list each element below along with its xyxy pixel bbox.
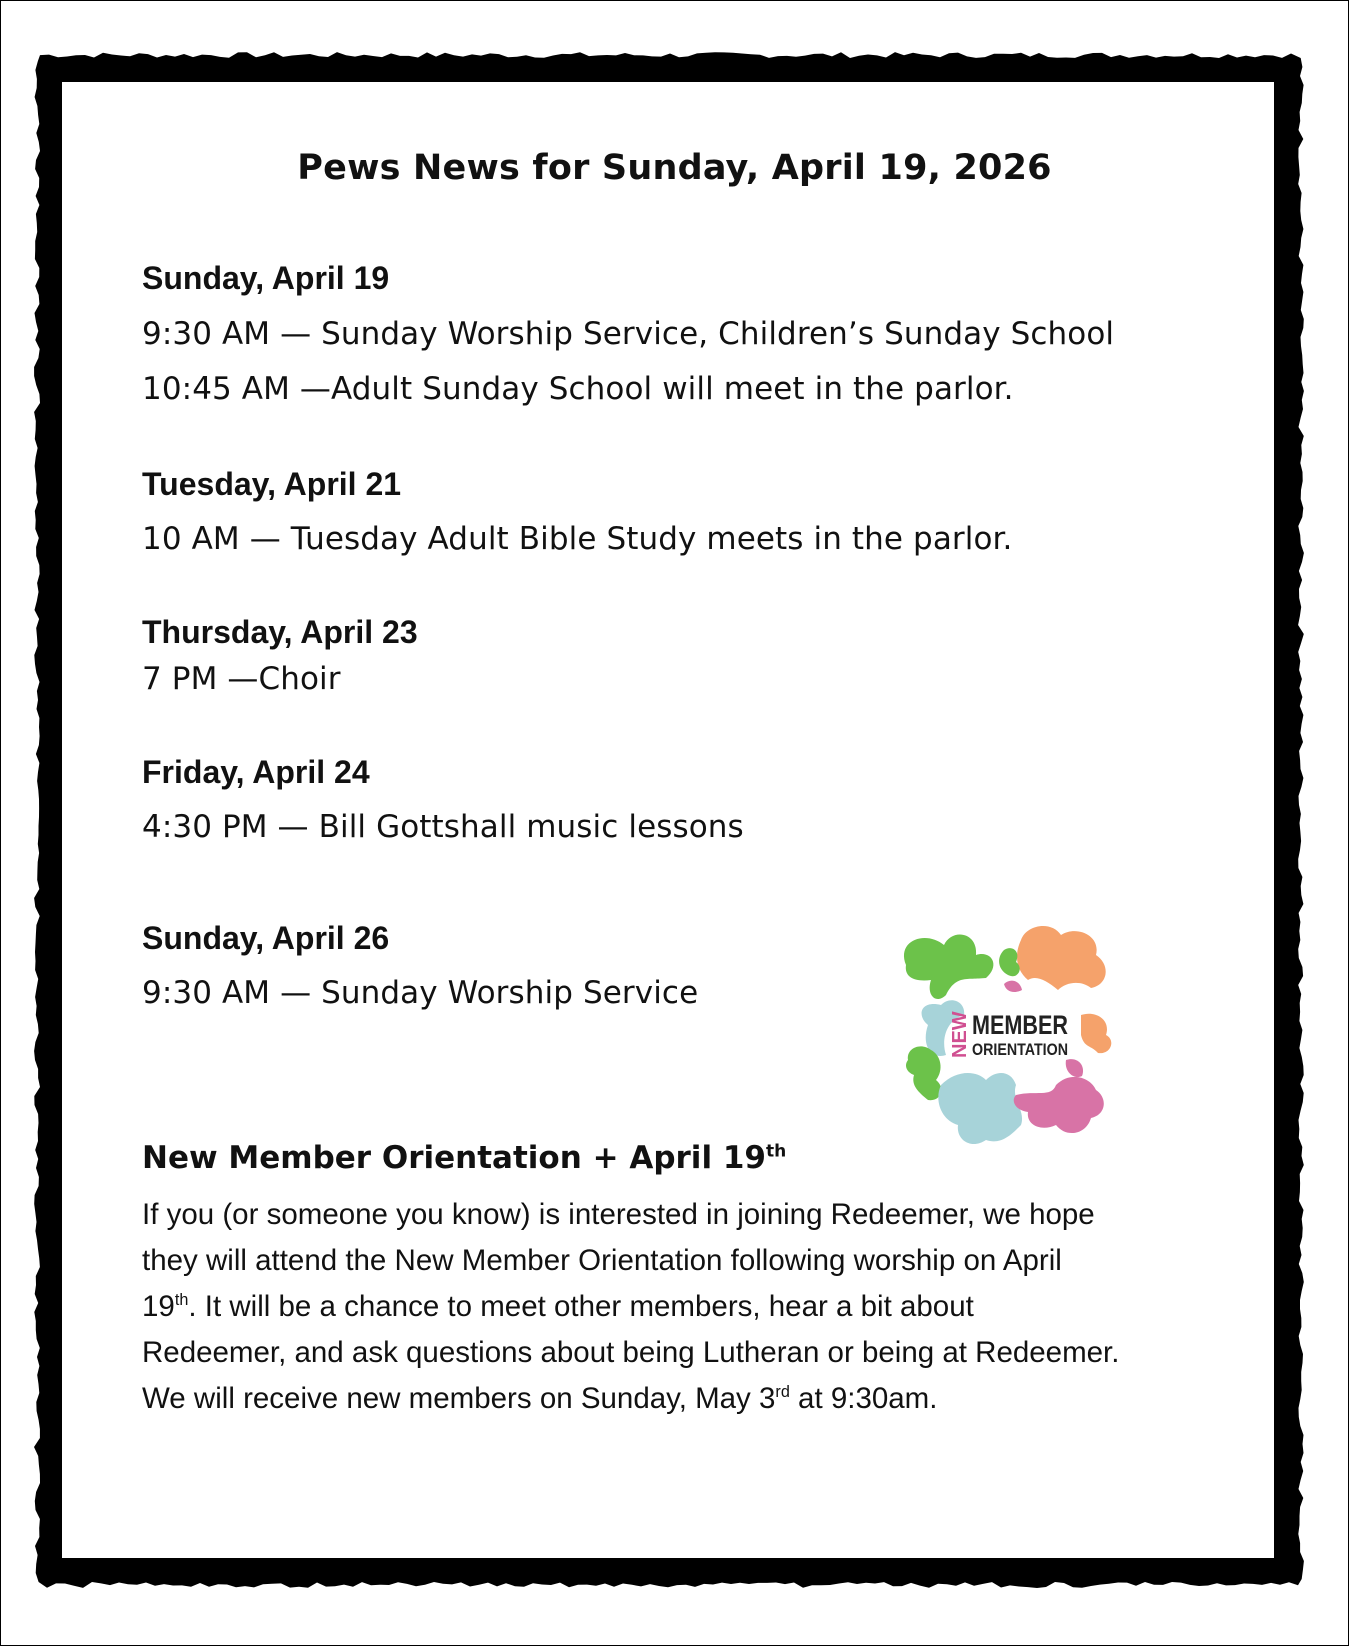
- event-line: 10 AM — Tuesday Adult Bible Study meets in the parlor.: [142, 521, 1013, 557]
- logo-member-text: MEMBER: [972, 1010, 1068, 1040]
- orientation-heading: New Member Orientation + April 19th: [142, 1140, 787, 1176]
- orientation-paragraph-line: We will receive new members on Sunday, May 3rd at 9:30am.: [142, 1382, 938, 1415]
- event-line: 7 PM —Choir: [142, 661, 341, 697]
- day-heading: Friday, April 24: [142, 754, 370, 790]
- new-member-orientation-logo: [886, 920, 1132, 1166]
- logo-piece-green-top: [904, 935, 993, 999]
- logo-piece-pink-bottom: [1014, 1077, 1104, 1133]
- day-heading: Sunday, April 26: [142, 920, 390, 956]
- logo-new-text: NEW: [949, 1011, 971, 1058]
- logo-piece-orange-top: [1017, 926, 1106, 990]
- logo-piece-teal-bottom: [938, 1073, 1022, 1144]
- day-heading: Sunday, April 19: [142, 260, 390, 296]
- event-line: 4:30 PM — Bill Gottshall music lessons: [142, 809, 744, 845]
- orientation-paragraph-line: If you (or someone you know) is interested in joining Redeemer, we hope: [142, 1198, 1095, 1231]
- logo-piece-green-left: [906, 1046, 941, 1100]
- logo-piece-pink-right: [1066, 1059, 1083, 1077]
- orientation-paragraph-line: they will attend the New Member Orientation following worship on April: [142, 1244, 1062, 1277]
- event-line: 9:30 AM — Sunday Worship Service, Children’s Sunday School: [142, 316, 1115, 352]
- day-heading: Tuesday, April 21: [142, 466, 402, 502]
- orientation-paragraph-line: Redeemer, and ask questions about being Lutheran or being at Redeemer.: [142, 1336, 1120, 1369]
- day-heading: Thursday, April 23: [142, 614, 418, 650]
- logo-orientation-text: ORIENTATION: [972, 1040, 1068, 1059]
- logo-piece-pink-top: [1004, 981, 1022, 992]
- event-line: 9:30 AM — Sunday Worship Service: [142, 975, 699, 1011]
- logo-piece-green-small: [999, 948, 1020, 976]
- event-line: 10:45 AM —Adult Sunday School will meet in the parlor.: [142, 371, 1014, 407]
- orientation-paragraph-line: 19th. It will be a chance to meet other members, hear a bit about: [142, 1290, 974, 1323]
- logo-piece-orange-right: [1081, 1014, 1111, 1053]
- page-title: Pews News for Sunday, April 19, 2026: [297, 148, 1052, 188]
